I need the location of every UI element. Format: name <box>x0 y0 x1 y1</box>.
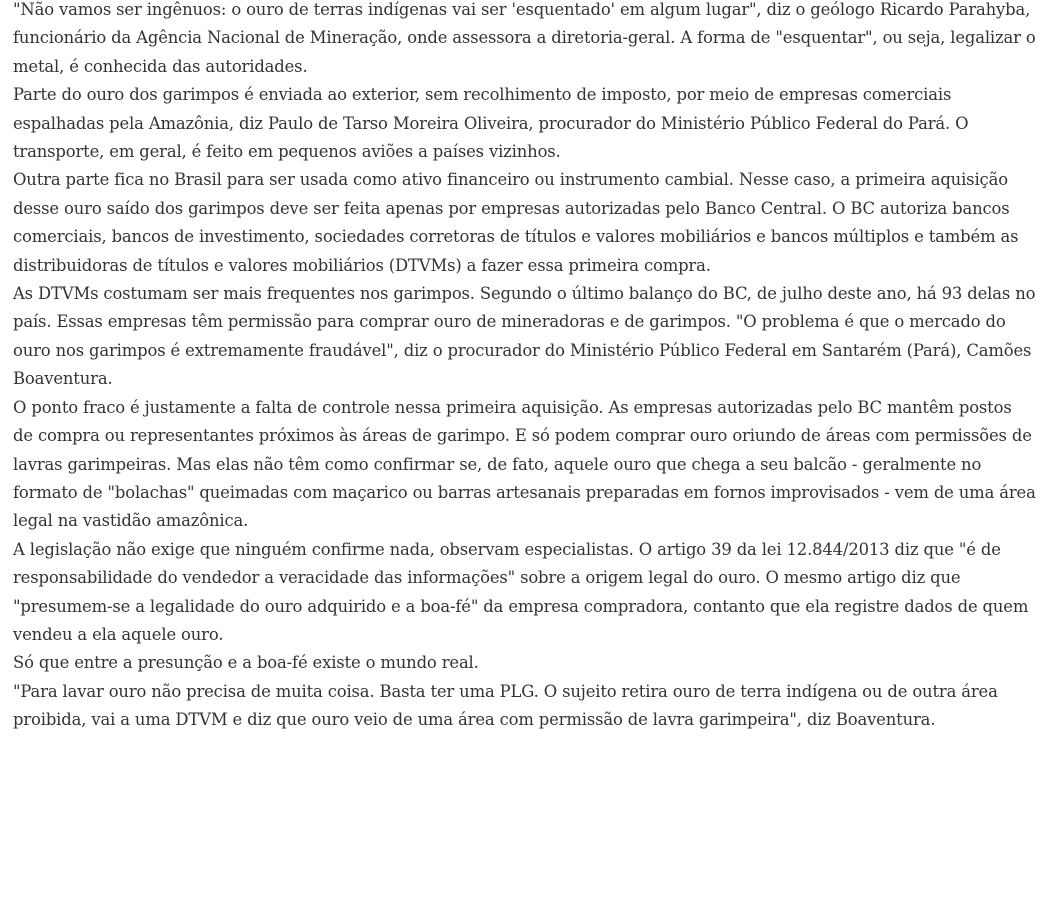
paragraph-4: As DTVMs costumam ser mais frequentes nos garimpos. Segundo o último balanço do BC, de julho deste ano, há 93 delas no país. Essas empresas têm permissão para comprar ouro de mineradoras e de garimpos. "O problema é que o mercado do ouro nos garimpos é extremamente fraudável", diz o procurador do Ministério Público Federal em Santarém (Pará), Camões Boaventura. <box>13 284 1036 389</box>
paragraph-8: "Para lavar ouro não precisa de muita coisa. Basta ter uma PLG. O sujeito retira ouro de terra indígena ou de outra área proibida, vai a uma DTVM e diz que ouro veio de uma área com permissão de lavra garimpeira", diz Boaventura. <box>13 681 998 730</box>
paragraph-2: Parte do ouro dos garimpos é enviada ao exterior, sem recolhimento de imposto, por meio de empresas comerciais espalhadas pela Amazônia, diz Paulo de Tarso Moreira Oliveira, procurador do Ministério Público Federal do Pará. O transporte, em geral, é feito em pequenos aviões a países vizinhos. <box>13 85 969 162</box>
paragraph-1: "Não vamos ser ingênuos: o ouro de terras indígenas vai ser 'esquentado' em algum lugar", diz o geólogo Ricardo Parahyba, funcionário da Agência Nacional de Mineração, onde assessora a diretoria-geral. A forma de "esquentar", ou seja, legalizar o metal, é conhecida das autoridades. <box>13 0 1036 76</box>
article-text <box>13 0 1036 735</box>
paragraph-5: O ponto fraco é justamente a falta de controle nessa primeira aquisição. As empresas autorizadas pelo BC mantêm postos de compra ou representantes próximos às áreas de garimpo. E só podem comprar ouro oriundo de áreas com permissões de lavras garimpeiras. Mas elas não têm como confirmar se, de fato, aquele ouro que chega a seu balcão - geralmente no formato de "bolachas" queimadas com maçarico ou barras artesanais preparadas em fornos improvisados - vem de uma área legal na vastidão amazônica. <box>13 397 1036 531</box>
paragraph-3: Outra parte fica no Brasil para ser usada como ativo financeiro ou instrumento cambial. Nesse caso, a primeira aquisição desse ouro saído dos garimpos deve ser feita apenas por empresas autorizadas pelo Banco Central. O BC autoriza bancos comerciais, bancos de investimento, sociedades corretoras de títulos e valores mobiliários e bancos múltiplos e também as distribuidoras de títulos e valores mobiliários (DTVMs) a fazer essa primeira compra. <box>13 170 1019 275</box>
paragraph-6: A legislação não exige que ninguém confirme nada, observam especialistas. O artigo 39 da lei 12.844/2013 diz que "é de responsabilidade do vendedor a veracidade das informações" sobre a origem legal do ouro. O mesmo artigo diz que "presumem-se a legalidade do ouro adquirido e a boa-fé" da empresa compradora, contanto que ela registre dados de quem vendeu a ela aquele ouro. <box>13 539 1029 644</box>
paragraph-7: Só que entre a presunção e a boa-fé existe o mundo real. <box>13 653 479 673</box>
